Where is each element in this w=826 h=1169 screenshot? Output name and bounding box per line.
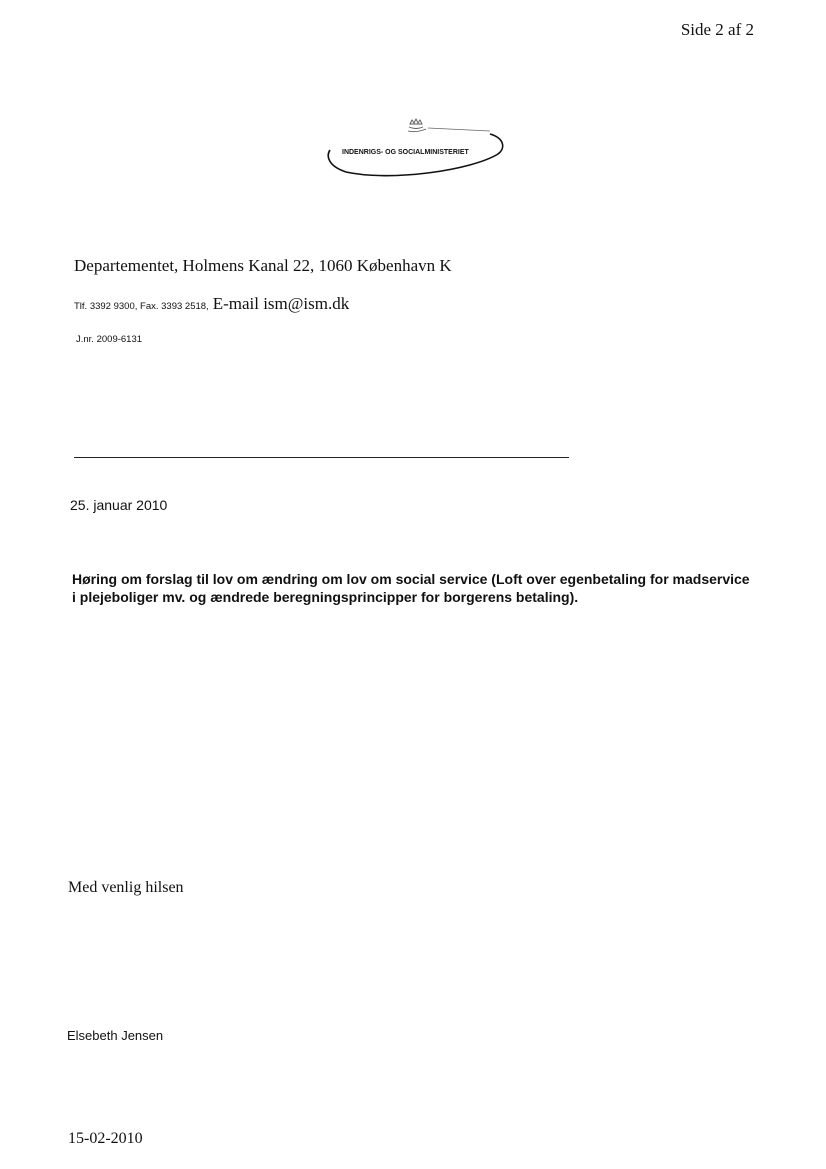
email-text: E-mail ism@ism.dk (212, 294, 350, 313)
journal-number: J.nr. 2009-6131 (76, 334, 143, 345)
page-number: Side 2 af 2 (680, 20, 754, 39)
logo-text: INDENRIGS- OG SOCIALMINISTERIET (342, 149, 469, 156)
crown-logo-icon (322, 116, 508, 186)
contact-line (74, 294, 349, 314)
phone-fax-text: Tlf. 3392 9300, Fax. 3393 2518, (74, 301, 209, 312)
subject-line-2: i plejeboliger mv. og ændrede beregningsprincipper for borgerens betaling). (72, 589, 579, 605)
footer-date: 15-02-2010 (68, 1130, 143, 1147)
letter-date: 25. januar 2010 (70, 497, 168, 513)
address-line: Departementet, Holmens Kanal 22, 1060 København K (74, 256, 452, 275)
letter-subject (72, 570, 762, 606)
signatory-name: Elsebeth Jensen (67, 1028, 164, 1043)
subject-line-1: Høring om forslag til lov om ændring om lov om social service (Loft over egenbetaling for madservice (72, 571, 750, 587)
closing-greeting: Med venlig hilsen (68, 879, 184, 896)
separator-line (74, 457, 569, 458)
ministry-logo (322, 116, 508, 186)
